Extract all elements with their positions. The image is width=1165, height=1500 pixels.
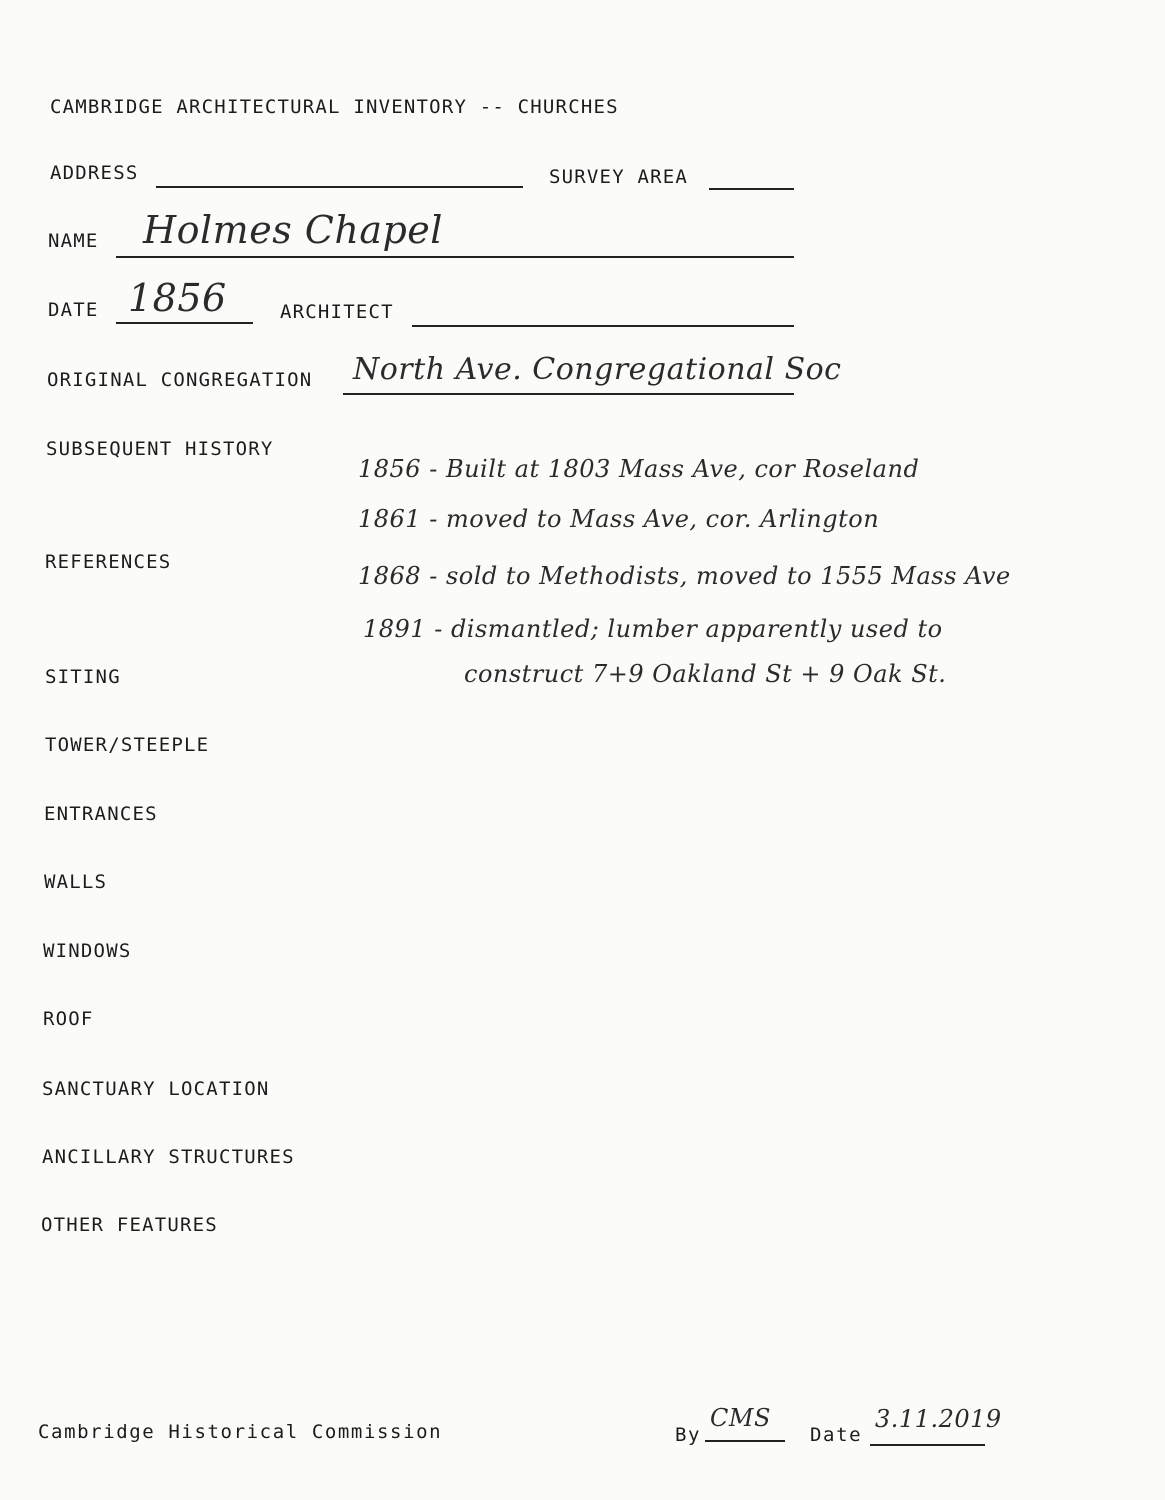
architect-label: ARCHITECT [280,301,394,323]
windows-label: WINDOWS [43,940,132,962]
name-line [116,256,794,258]
survey-area-label: SURVEY AREA [549,166,689,188]
date-line [116,322,253,324]
history-entry: 1868 - sold to Methodists, moved to 1555 Mass Ave [358,562,1011,590]
by-label: By [675,1424,702,1446]
by-line [705,1440,785,1442]
subsequent-history-label: SUBSEQUENT HISTORY [46,438,274,460]
history-entry: 1856 - Built at 1803 Mass Ave, cor Roseland [358,455,920,483]
sanctuary-location-label: SANCTUARY LOCATION [42,1078,270,1100]
history-entry: construct 7+9 Oakland St + 9 Oak St. [464,660,947,688]
architect-line [412,325,794,327]
history-entry: 1861 - moved to Mass Ave, cor. Arlington [358,505,880,533]
references-label: REFERENCES [45,551,172,573]
ancillary-structures-label: ANCILLARY STRUCTURES [42,1146,295,1168]
date-value: 1856 [128,276,227,320]
footer-date-value: 3.11.2019 [875,1405,1002,1433]
tower-steeple-label: TOWER/STEEPLE [45,734,210,756]
commission-name: Cambridge Historical Commission [38,1421,443,1443]
footer-date-label: Date [810,1424,863,1446]
form-title: CAMBRIDGE ARCHITECTURAL INVENTORY -- CHURCHES [50,96,619,118]
by-initials: CMS [710,1404,771,1432]
walls-label: WALLS [44,871,108,893]
history-entry: 1891 - dismantled; lumber apparently used to [363,615,943,643]
entrances-label: ENTRANCES [44,803,158,825]
survey-area-line [709,188,794,190]
siting-label: SITING [45,666,121,688]
original-congregation-value: North Ave. Congregational Soc [353,352,842,387]
address-label: ADDRESS [50,162,139,184]
name-label: NAME [48,230,99,252]
date-label: DATE [48,299,99,321]
roof-label: ROOF [43,1008,94,1030]
original-congregation-line [343,393,794,395]
original-congregation-label: ORIGINAL CONGREGATION [47,369,313,391]
other-features-label: OTHER FEATURES [41,1214,218,1236]
address-line [156,186,523,188]
name-value: Holmes Chapel [143,208,443,252]
footer-date-line [870,1444,985,1446]
